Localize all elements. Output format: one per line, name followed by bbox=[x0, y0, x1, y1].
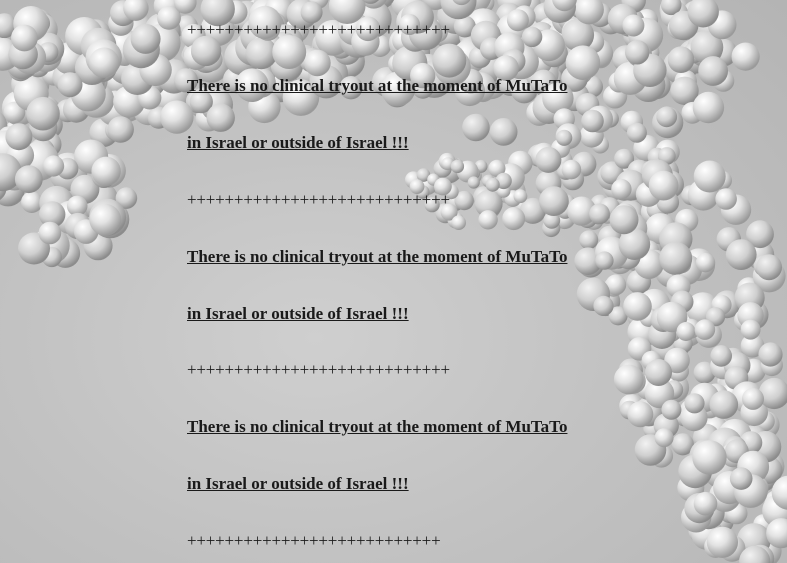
background-sphere bbox=[468, 176, 480, 188]
background-sphere bbox=[562, 160, 582, 180]
background-sphere bbox=[589, 204, 610, 225]
background-sphere bbox=[502, 207, 525, 230]
background-sphere bbox=[655, 428, 674, 447]
background-sphere bbox=[507, 9, 529, 31]
background-sphere bbox=[698, 56, 728, 86]
background-sphere bbox=[715, 188, 737, 210]
separator-line: ++++++++++++++++++++++++++++ bbox=[187, 360, 450, 379]
background-sphere bbox=[486, 178, 500, 192]
background-sphere bbox=[656, 106, 677, 127]
background-sphere bbox=[89, 204, 121, 236]
background-sphere bbox=[462, 114, 490, 142]
background-sphere bbox=[556, 130, 572, 146]
background-sphere bbox=[451, 160, 464, 173]
background-sphere bbox=[539, 186, 569, 216]
background-sphere bbox=[726, 239, 757, 270]
separator-line: ++++++++++++++++++++++++++++ bbox=[187, 190, 450, 209]
background-sphere bbox=[659, 242, 692, 275]
background-sphere bbox=[490, 118, 518, 146]
separator-line: ++++++++++++++++++++++++++++ bbox=[187, 20, 450, 39]
background-sphere bbox=[272, 35, 306, 69]
background-sphere bbox=[677, 322, 696, 341]
background-sphere bbox=[432, 44, 466, 78]
background-sphere bbox=[581, 110, 604, 133]
background-sphere bbox=[535, 147, 561, 173]
background-sphere bbox=[692, 440, 726, 474]
background-sphere bbox=[522, 27, 542, 47]
background-sphere bbox=[684, 393, 704, 413]
background-sphere bbox=[39, 222, 62, 245]
background-sphere bbox=[696, 253, 715, 272]
background-sphere bbox=[694, 161, 726, 193]
background-sphere bbox=[627, 401, 653, 427]
notice-message-line-1: There is no clinical tryout at the moment of MuTaTo bbox=[187, 417, 568, 436]
background-sphere bbox=[649, 171, 679, 201]
background-sphere bbox=[5, 123, 32, 150]
background-sphere bbox=[622, 15, 644, 37]
background-sphere bbox=[730, 467, 753, 490]
background-sphere bbox=[668, 46, 695, 73]
background-sphere bbox=[593, 296, 613, 316]
background-sphere bbox=[91, 157, 120, 186]
background-sphere bbox=[707, 527, 738, 558]
background-sphere bbox=[610, 205, 639, 234]
background-sphere bbox=[89, 48, 119, 78]
background-sphere bbox=[451, 215, 466, 230]
background-sphere bbox=[742, 388, 764, 410]
background-sphere bbox=[710, 345, 732, 367]
notice-message-line-2: in Israel or outside of Israel !!! bbox=[187, 304, 409, 323]
background-sphere bbox=[756, 254, 782, 280]
background-sphere bbox=[627, 123, 647, 143]
background-sphere bbox=[11, 25, 38, 52]
background-sphere bbox=[732, 43, 760, 71]
background-sphere bbox=[595, 251, 613, 269]
background-sphere bbox=[107, 116, 134, 143]
background-sphere bbox=[514, 189, 528, 203]
background-sphere bbox=[693, 92, 724, 123]
background-sphere bbox=[579, 230, 598, 249]
background-sphere bbox=[614, 365, 644, 395]
background-sphere bbox=[758, 342, 782, 366]
background-sphere bbox=[695, 319, 716, 340]
background-sphere bbox=[15, 165, 43, 193]
notice-message-line-1: There is no clinical tryout at the moment of MuTaTo bbox=[187, 247, 568, 266]
background-sphere bbox=[611, 179, 631, 199]
notice-message-line-2: in Israel or outside of Israel !!! bbox=[187, 133, 409, 152]
separator-line: +++++++++++++++++++++++++++ bbox=[187, 531, 441, 550]
background-sphere bbox=[207, 104, 235, 132]
notice-message-line-2: in Israel or outside of Israel !!! bbox=[187, 474, 409, 493]
background-sphere bbox=[131, 24, 161, 54]
background-sphere bbox=[741, 320, 761, 340]
background-sphere bbox=[191, 36, 221, 66]
background-sphere bbox=[566, 45, 601, 80]
background-sphere bbox=[43, 155, 64, 176]
background-sphere bbox=[661, 400, 681, 420]
background-sphere bbox=[26, 97, 60, 131]
background-sphere bbox=[625, 40, 649, 64]
notice-message-line-1: There is no clinical tryout at the moment of MuTaTo bbox=[187, 76, 568, 95]
background-sphere bbox=[478, 210, 497, 229]
background-sphere bbox=[58, 72, 83, 97]
background-sphere bbox=[694, 492, 718, 516]
background-sphere bbox=[710, 390, 739, 419]
background-sphere bbox=[304, 50, 331, 77]
background-sphere bbox=[160, 100, 193, 133]
background-sphere bbox=[623, 292, 652, 321]
background-sphere bbox=[645, 359, 672, 386]
